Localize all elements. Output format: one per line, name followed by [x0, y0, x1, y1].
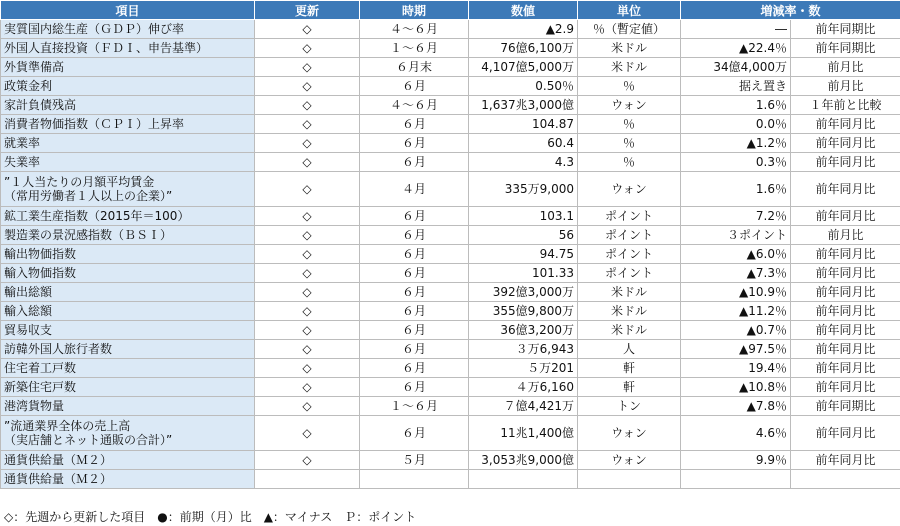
cell-update-mark: ◇ — [255, 96, 360, 115]
item-label: 失業率 — [4, 155, 41, 169]
item-label: ”１人当たりの月額平均賃金 （常用労働者１人以上の企業）” — [4, 175, 173, 203]
cell-value: 60.4 — [469, 134, 578, 153]
table-row — [1, 153, 900, 172]
cell-period: ６月 — [360, 115, 469, 134]
table-row — [1, 207, 900, 226]
cell-value — [469, 470, 578, 489]
cell-period: ６月 — [360, 321, 469, 340]
cell-comparison-basis: 前年同月比 — [791, 245, 900, 264]
item-label: 輸出総額 — [4, 285, 53, 299]
cell-change-rate: ▲1.2％ — [681, 134, 791, 153]
cell-value: 4.3 — [469, 153, 578, 172]
cell-value: ７億4,421万 — [469, 397, 578, 416]
table-row — [1, 359, 900, 378]
cell-value: 0.50％ — [469, 77, 578, 96]
cell-unit: ％ — [578, 77, 681, 96]
cell-unit: トン — [578, 397, 681, 416]
cell-value: 94.75 — [469, 245, 578, 264]
cell-change-rate: 1.6％ — [681, 172, 791, 207]
cell-comparison-basis: 前年同月比 — [791, 172, 900, 207]
cell-change-rate: 34億4,000万 — [681, 58, 791, 77]
cell-period: ５月 — [360, 451, 469, 470]
table-row — [1, 321, 900, 340]
cell-update-mark: ◇ — [255, 451, 360, 470]
table-row — [1, 397, 900, 416]
table-row — [1, 20, 900, 39]
cell-update-mark: ◇ — [255, 321, 360, 340]
item-label: 通貨供給量（Ｍ２） — [4, 472, 113, 486]
cell-value: 392億3,000万 — [469, 283, 578, 302]
cell-period: ４～６月 — [360, 20, 469, 39]
item-label: ”流通業界全体の売上高 （実店舗とネット通販の合計）” — [4, 419, 173, 447]
cell-period: ６月 — [360, 264, 469, 283]
cell-comparison-basis: 前年同月比 — [791, 134, 900, 153]
cell-change-rate: 1.6％ — [681, 96, 791, 115]
cell-value: 104.87 — [469, 115, 578, 134]
cell-update-mark: ◇ — [255, 77, 360, 96]
cell-comparison-basis: 前年同月比 — [791, 378, 900, 397]
cell-update-mark: ◇ — [255, 153, 360, 172]
cell-change-rate: ▲0.7％ — [681, 321, 791, 340]
cell-value: 335万9,000 — [469, 172, 578, 207]
cell-period: ６月 — [360, 134, 469, 153]
cell-update-mark: ◇ — [255, 283, 360, 302]
cell-item-name — [1, 39, 255, 58]
table-row — [1, 115, 900, 134]
item-label: 住宅着工戸数 — [4, 361, 77, 375]
cell-item-name — [1, 115, 255, 134]
cell-value: 3,053兆9,000億 — [469, 451, 578, 470]
header-change: 増減率・数 — [681, 1, 900, 20]
cell-value: 76億6,100万 — [469, 39, 578, 58]
cell-update-mark: ◇ — [255, 115, 360, 134]
cell-change-rate: 7.2％ — [681, 207, 791, 226]
legend-note: ◇：先週から更新した項目 ●：前期（月）比 ▲：マイナス Ｐ：ポイント — [4, 510, 417, 524]
table-row — [1, 172, 900, 207]
item-label: 輸入総額 — [4, 304, 53, 318]
cell-period: ６月 — [360, 416, 469, 451]
cell-period: ６月 — [360, 302, 469, 321]
table-body — [1, 20, 900, 489]
item-label: 鉱工業生産指数（2015年＝100） — [4, 209, 190, 223]
cell-unit: ウォン — [578, 416, 681, 451]
cell-item-name — [1, 378, 255, 397]
cell-comparison-basis: 前年同月比 — [791, 153, 900, 172]
cell-comparison-basis: 前年同月比 — [791, 115, 900, 134]
cell-item-name — [1, 134, 255, 153]
cell-update-mark: ◇ — [255, 378, 360, 397]
table-row — [1, 283, 900, 302]
cell-comparison-basis: 前月比 — [791, 58, 900, 77]
item-label: 訪韓外国人旅行者数 — [4, 342, 113, 356]
cell-unit: ％ — [578, 153, 681, 172]
table-row — [1, 77, 900, 96]
cell-item-name — [1, 245, 255, 264]
item-label: 外貨準備高 — [4, 60, 65, 74]
cell-period: ４～６月 — [360, 96, 469, 115]
cell-value: 101.33 — [469, 264, 578, 283]
cell-item-name — [1, 153, 255, 172]
cell-item-name — [1, 172, 255, 207]
cell-update-mark: ◇ — [255, 397, 360, 416]
cell-change-rate — [681, 470, 791, 489]
cell-unit: 米ドル — [578, 302, 681, 321]
cell-update-mark: ◇ — [255, 340, 360, 359]
cell-unit: ％（暫定値） — [578, 20, 681, 39]
cell-unit: ポイント — [578, 207, 681, 226]
cell-update-mark: ◇ — [255, 20, 360, 39]
cell-comparison-basis: １年前と比較 — [791, 96, 900, 115]
cell-item-name — [1, 451, 255, 470]
cell-unit: 米ドル — [578, 39, 681, 58]
cell-item-name — [1, 340, 255, 359]
cell-item-name — [1, 416, 255, 451]
cell-change-rate: 0.3％ — [681, 153, 791, 172]
cell-comparison-basis: 前年同期比 — [791, 39, 900, 58]
cell-update-mark: ◇ — [255, 134, 360, 153]
cell-comparison-basis: 前年同月比 — [791, 321, 900, 340]
cell-comparison-basis: 前年同月比 — [791, 451, 900, 470]
cell-change-rate: 4.6％ — [681, 416, 791, 451]
item-label: 実質国内総生産（ＧＤＰ）伸び率 — [4, 22, 185, 36]
cell-change-rate: ― — [681, 20, 791, 39]
cell-item-name — [1, 226, 255, 245]
cell-period: ６月 — [360, 153, 469, 172]
cell-period: ６月 — [360, 77, 469, 96]
cell-comparison-basis: 前月比 — [791, 226, 900, 245]
cell-value: 1,637兆3,000億 — [469, 96, 578, 115]
cell-change-rate: 0.0％ — [681, 115, 791, 134]
cell-comparison-basis: 前年同月比 — [791, 207, 900, 226]
cell-value: 103.1 — [469, 207, 578, 226]
cell-update-mark: ◇ — [255, 39, 360, 58]
table-row — [1, 416, 900, 451]
item-label: 輸入物価指数 — [4, 266, 77, 280]
cell-value: 36億3,200万 — [469, 321, 578, 340]
cell-change-rate: ▲97.5％ — [681, 340, 791, 359]
item-label: 消費者物価指数（ＣＰＩ）上昇率 — [4, 117, 185, 131]
cell-comparison-basis: 前年同月比 — [791, 359, 900, 378]
cell-unit: ポイント — [578, 226, 681, 245]
cell-comparison-basis: 前年同月比 — [791, 283, 900, 302]
cell-item-name — [1, 283, 255, 302]
cell-value: ５万201 — [469, 359, 578, 378]
cell-update-mark: ◇ — [255, 207, 360, 226]
cell-unit: ウォン — [578, 96, 681, 115]
table-row — [1, 39, 900, 58]
cell-comparison-basis: 前年同期比 — [791, 20, 900, 39]
cell-item-name — [1, 20, 255, 39]
cell-change-rate: ▲7.8％ — [681, 397, 791, 416]
cell-period: １～６月 — [360, 397, 469, 416]
cell-change-rate: 据え置き — [681, 77, 791, 96]
cell-unit: 人 — [578, 340, 681, 359]
cell-period: ４月 — [360, 172, 469, 207]
cell-period: ６月 — [360, 226, 469, 245]
cell-change-rate: ▲10.8％ — [681, 378, 791, 397]
item-label: 家計負債残高 — [4, 98, 77, 112]
item-label: 製造業の景況感指数（ＢＳＩ） — [4, 228, 173, 242]
cell-unit — [578, 470, 681, 489]
cell-unit: 米ドル — [578, 283, 681, 302]
cell-change-rate: ▲10.9％ — [681, 283, 791, 302]
item-label: 就業率 — [4, 136, 41, 150]
cell-period: ６月 — [360, 283, 469, 302]
cell-item-name — [1, 207, 255, 226]
table-row — [1, 470, 900, 489]
cell-unit: ％ — [578, 115, 681, 134]
table-row — [1, 226, 900, 245]
cell-update-mark: ◇ — [255, 302, 360, 321]
cell-item-name — [1, 470, 255, 489]
table-row — [1, 264, 900, 283]
cell-item-name — [1, 302, 255, 321]
cell-comparison-basis: 前年同月比 — [791, 340, 900, 359]
cell-update-mark: ◇ — [255, 245, 360, 264]
cell-comparison-basis: 前年同月比 — [791, 302, 900, 321]
cell-value: 4,107億5,000万 — [469, 58, 578, 77]
cell-period: １～６月 — [360, 39, 469, 58]
cell-item-name — [1, 397, 255, 416]
cell-unit: 軒 — [578, 359, 681, 378]
header-update: 更新 — [255, 1, 360, 20]
cell-change-rate: ▲11.2％ — [681, 302, 791, 321]
cell-update-mark: ◇ — [255, 58, 360, 77]
cell-change-rate: ▲7.3％ — [681, 264, 791, 283]
cell-update-mark: ◇ — [255, 264, 360, 283]
cell-item-name — [1, 58, 255, 77]
cell-value: 355億9,800万 — [469, 302, 578, 321]
cell-change-rate: ▲22.4％ — [681, 39, 791, 58]
cell-change-rate: ▲6.0％ — [681, 245, 791, 264]
cell-value: ３万6,943 — [469, 340, 578, 359]
cell-update-mark: ◇ — [255, 416, 360, 451]
item-label: 政策金利 — [4, 79, 53, 93]
cell-update-mark: ◇ — [255, 172, 360, 207]
cell-update-mark — [255, 470, 360, 489]
header-value: 数値 — [469, 1, 578, 20]
cell-period: ６月末 — [360, 58, 469, 77]
cell-item-name — [1, 359, 255, 378]
cell-unit: 米ドル — [578, 58, 681, 77]
cell-period: ６月 — [360, 359, 469, 378]
cell-period: ６月 — [360, 207, 469, 226]
table-row — [1, 378, 900, 397]
item-label: 外国人直接投資（ＦＤＩ、申告基準） — [4, 41, 209, 55]
cell-value: ▲2.9 — [469, 20, 578, 39]
cell-change-rate: 19.4％ — [681, 359, 791, 378]
table-row — [1, 245, 900, 264]
cell-unit: ポイント — [578, 264, 681, 283]
cell-update-mark: ◇ — [255, 226, 360, 245]
cell-item-name — [1, 96, 255, 115]
cell-comparison-basis — [791, 470, 900, 489]
cell-unit: ウォン — [578, 172, 681, 207]
table-row — [1, 96, 900, 115]
header-period: 時期 — [360, 1, 469, 20]
table-row — [1, 340, 900, 359]
cell-change-rate: 9.9％ — [681, 451, 791, 470]
cell-comparison-basis: 前月比 — [791, 77, 900, 96]
table-row — [1, 451, 900, 470]
item-label: 新築住宅戸数 — [4, 380, 77, 394]
cell-item-name — [1, 77, 255, 96]
header-item: 項目 — [1, 1, 255, 20]
table-row — [1, 134, 900, 153]
table-row — [1, 58, 900, 77]
cell-change-rate: ３ポイント — [681, 226, 791, 245]
header-unit: 単位 — [578, 1, 681, 20]
cell-unit: 米ドル — [578, 321, 681, 340]
cell-comparison-basis: 前年同月比 — [791, 416, 900, 451]
table-header-row — [1, 1, 900, 20]
item-label: 港湾貨物量 — [4, 399, 65, 413]
cell-unit: 軒 — [578, 378, 681, 397]
cell-update-mark: ◇ — [255, 359, 360, 378]
cell-period — [360, 470, 469, 489]
item-label: 輸出物価指数 — [4, 247, 77, 261]
item-label: 通貨供給量（Ｍ２） — [4, 453, 113, 467]
cell-unit: ポイント — [578, 245, 681, 264]
cell-period: ６月 — [360, 245, 469, 264]
cell-unit: ウォン — [578, 451, 681, 470]
cell-unit: ％ — [578, 134, 681, 153]
cell-comparison-basis: 前年同期比 — [791, 397, 900, 416]
cell-value: 56 — [469, 226, 578, 245]
cell-value: 11兆1,400億 — [469, 416, 578, 451]
table-row — [1, 302, 900, 321]
item-label: 貿易収支 — [4, 323, 53, 337]
cell-comparison-basis: 前年同月比 — [791, 264, 900, 283]
cell-value: ４万6,160 — [469, 378, 578, 397]
cell-item-name — [1, 321, 255, 340]
cell-period: ６月 — [360, 378, 469, 397]
cell-item-name — [1, 264, 255, 283]
cell-period: ６月 — [360, 340, 469, 359]
